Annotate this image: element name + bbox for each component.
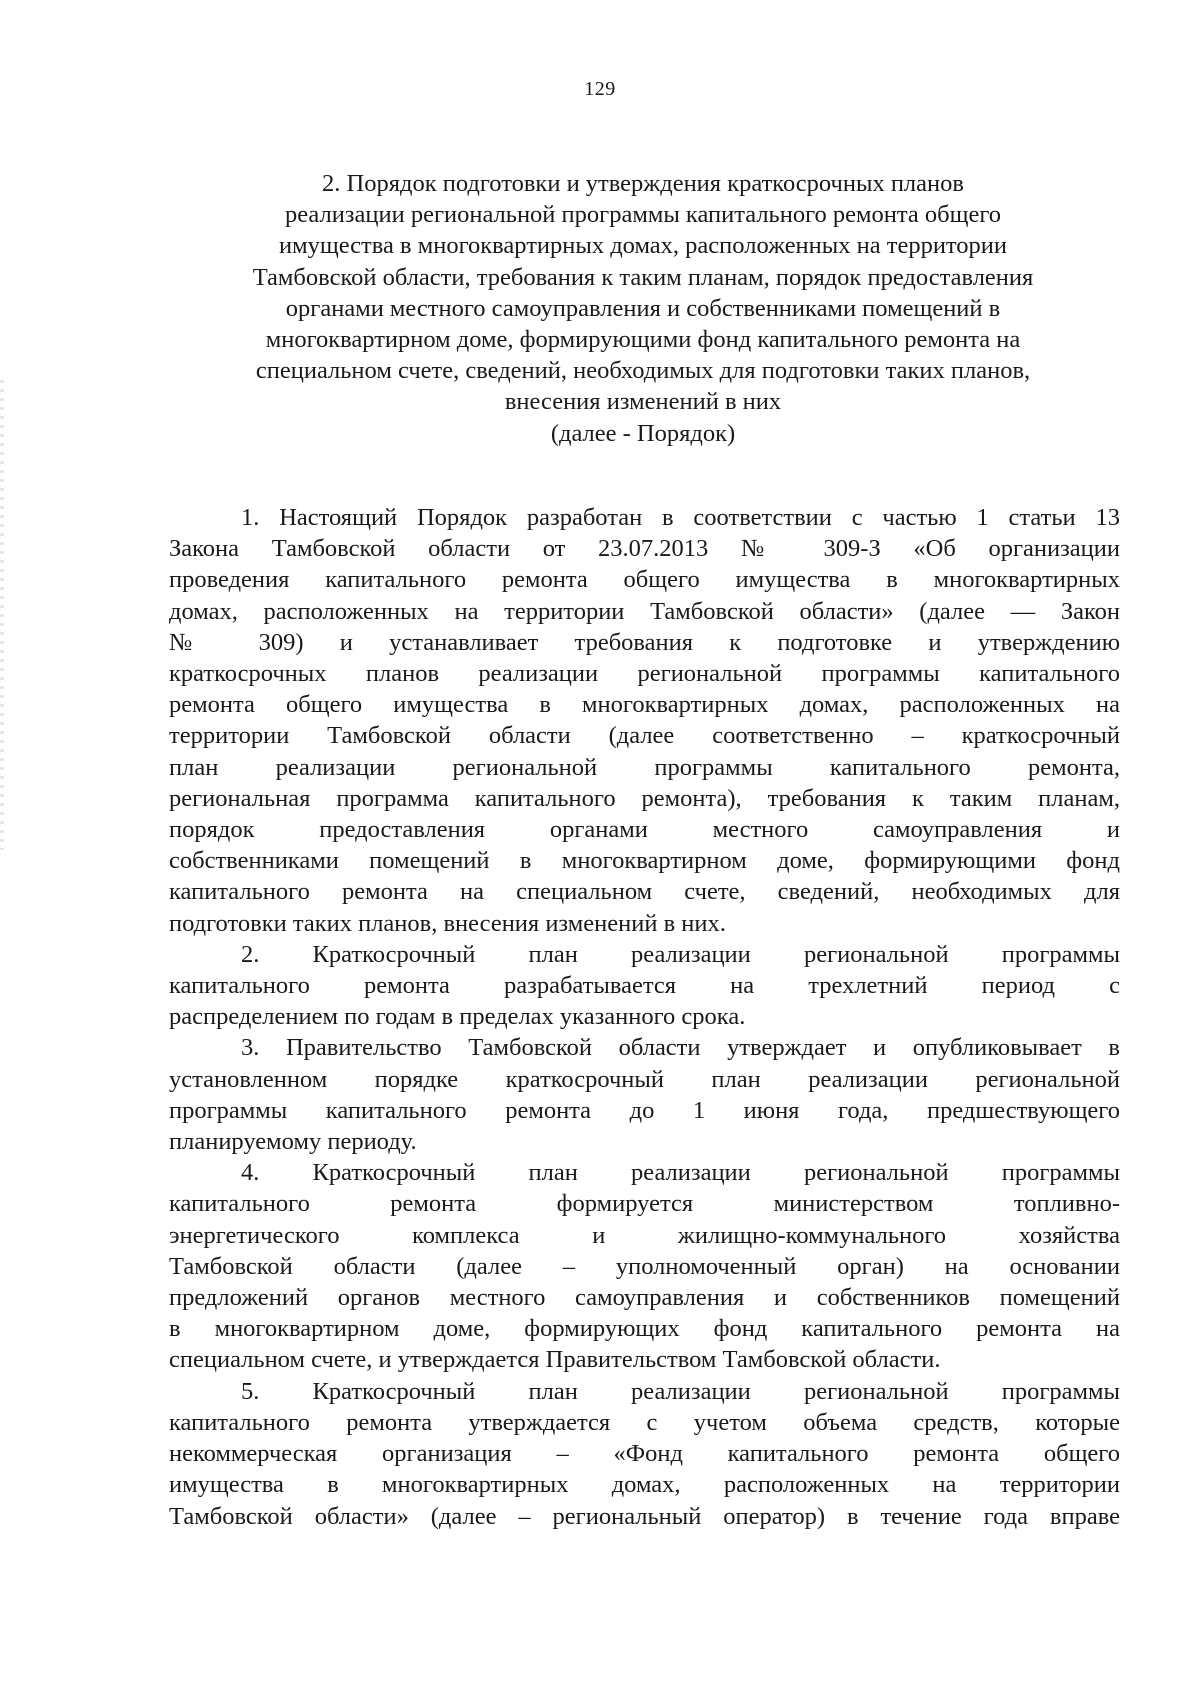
paragraph-line: собственниками помещений в многоквартирном доме, формирующими фонд: [169, 847, 1120, 875]
paragraph-line: специальном счете, и утверждается Правительством Тамбовской области.: [169, 1346, 941, 1374]
paragraph-line: капитального ремонта формируется министерством топливно-: [169, 1190, 1120, 1218]
paragraph-line: Тамбовской области (далее – уполномоченный орган) на основании: [169, 1252, 1120, 1280]
title-line: внесения изменений в них: [504, 388, 782, 416]
paragraph-line: программы капитального ремонта до 1 июня года, предшествующего: [169, 1096, 1120, 1124]
title-line: (далее - Порядок): [550, 419, 736, 447]
paragraph-line: подготовки таких планов, внесения изменений в них.: [169, 909, 726, 937]
paragraph-line: 5. Краткосрочный план реализации региональной программы: [241, 1377, 1120, 1405]
title-line: многоквартирном доме, формирующими фонд капитального ремонта на: [265, 326, 1021, 354]
page-number: 129: [584, 78, 616, 100]
title-line: реализации региональной программы капитального ремонта общего: [284, 201, 1002, 229]
document-body: [169, 502, 1120, 1532]
paragraph-line: № 309) и устанавливает требования к подготовке и утверждению: [169, 628, 1120, 656]
paragraph: [169, 1032, 1120, 1157]
paragraph-line: порядок предоставления органами местного самоуправления и: [169, 816, 1120, 844]
paragraph-line: 2. Краткосрочный план реализации региональной программы: [241, 940, 1120, 968]
paragraph-line: в многоквартирном доме, формирующих фонд капитального ремонта на: [169, 1315, 1120, 1343]
paragraph-line: капитального ремонта разрабатывается на трехлетний период с: [169, 972, 1120, 1000]
paragraph-line: краткосрочных планов реализации региональной программы капитального: [169, 660, 1120, 688]
paragraph-line: домах, расположенных на территории Тамбовской области» (далее — Закон: [169, 597, 1120, 625]
paragraph: [169, 502, 1120, 939]
scan-edge-artifact: [0, 380, 4, 850]
paragraph-line: 3. Правительство Тамбовской области утверждает и опубликовывает в: [241, 1034, 1120, 1062]
section-title: [168, 168, 1118, 449]
title-line: 2. Порядок подготовки и утверждения краткосрочных планов: [322, 170, 964, 197]
paragraph-line: установленном порядке краткосрочный план реализации региональной: [169, 1065, 1120, 1093]
paragraph-line: капитального ремонта на специальном счете, сведений, необходимых для: [169, 878, 1120, 906]
paragraph-line: территории Тамбовской области (далее соответственно – краткосрочный: [169, 722, 1120, 750]
paragraph-line: проведения капитального ремонта общего имущества в многоквартирных: [169, 566, 1120, 594]
paragraph-line: ремонта общего имущества в многоквартирных домах, расположенных на: [169, 691, 1120, 719]
paragraph: [169, 1376, 1120, 1532]
paragraph: [169, 1157, 1120, 1375]
title-line: органами местного самоуправления и собственниками помещений в: [285, 294, 1001, 322]
paragraph-line: план реализации региональной программы капитального ремонта,: [169, 753, 1120, 781]
title-line: Тамбовской области, требования к таким планам, порядок предоставления: [252, 263, 1034, 291]
paragraph-line: энергетического комплекса и жилищно-коммунального хозяйства: [169, 1221, 1120, 1249]
paragraph-line: региональная программа капитального ремонта), требования к таким планам,: [169, 784, 1120, 812]
paragraph-line: Закона Тамбовской области от 23.07.2013 № 309-З «Об организации: [169, 535, 1120, 563]
paragraph-line: 4. Краткосрочный план реализации региональной программы: [241, 1159, 1120, 1187]
paragraph-line: распределением по годам в пределах указанного срока.: [169, 1003, 746, 1031]
paragraph-line: предложений органов местного самоуправления и собственников помещений: [169, 1284, 1120, 1312]
paragraph-line: 1. Настоящий Порядок разработан в соответствии с частью 1 статьи 13: [241, 504, 1120, 531]
paragraph-line: капитального ремонта утверждается с учетом объема средств, которые: [169, 1408, 1120, 1436]
paragraph-line: некоммерческая организация – «Фонд капитального ремонта общего: [169, 1440, 1120, 1468]
paragraph: [169, 939, 1120, 1033]
paragraph-line: планируемому периоду.: [169, 1128, 417, 1156]
title-line: имущества в многоквартирных домах, расположенных на территории: [278, 232, 1008, 260]
title-line: специальном счете, сведений, необходимых для подготовки таких планов,: [255, 357, 1031, 385]
paragraph-line: имущества в многоквартирных домах, расположенных на территории: [169, 1471, 1120, 1499]
paragraph-line: Тамбовской области» (далее – региональный оператор) в течение года вправе: [169, 1502, 1120, 1530]
